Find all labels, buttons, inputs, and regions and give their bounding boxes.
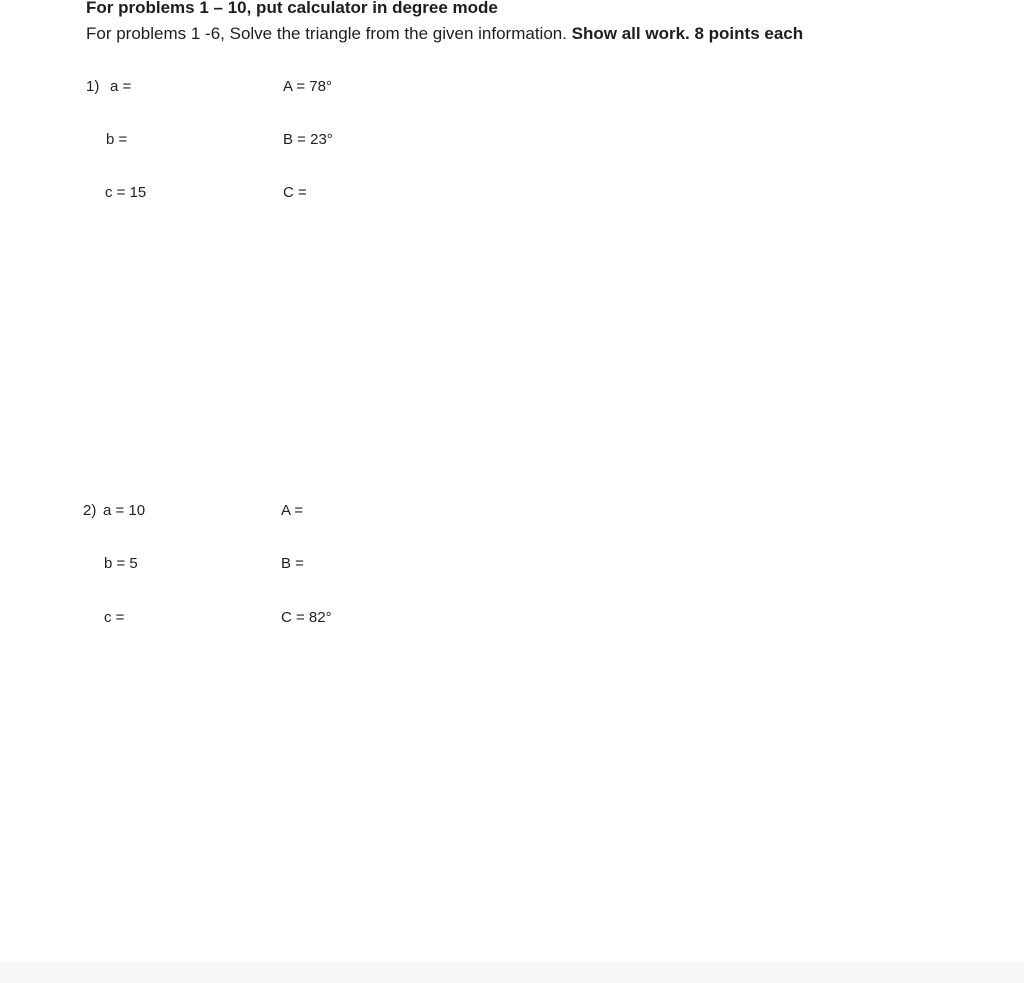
instructions-subheading [86, 24, 803, 44]
page-bottom-edge [0, 962, 1024, 983]
problem-1-angle-a: A = 78° [283, 78, 332, 95]
problem-2-angle-a: A = [281, 502, 304, 519]
problem-1-angle-b: B = 23° [283, 131, 333, 148]
problem-1-side-c: c = 15 [105, 184, 147, 201]
problem-2-side-c: c = [104, 609, 125, 626]
problem-2-angle-b: B = [281, 555, 304, 572]
problem-2-angle-c: C = 82° [281, 609, 332, 626]
problem-1-side-a: a = [110, 78, 132, 95]
problem-2-side-a: a = 10 [103, 502, 146, 519]
instructions-emphasis: Show all work. 8 points each [571, 24, 804, 43]
problem-2-number: 2) [83, 502, 97, 519]
problem-2-side-b: b = 5 [104, 555, 138, 572]
instructions-text: For problems 1 -6, Solve the triangle from the given information. [86, 24, 572, 43]
problem-1-angle-c: C = [283, 184, 307, 201]
problem-1-side-b: b = [106, 131, 128, 148]
instructions-heading: For problems 1 – 10, put calculator in degree mode [86, 0, 498, 17]
problem-1-number: 1) [86, 78, 100, 95]
